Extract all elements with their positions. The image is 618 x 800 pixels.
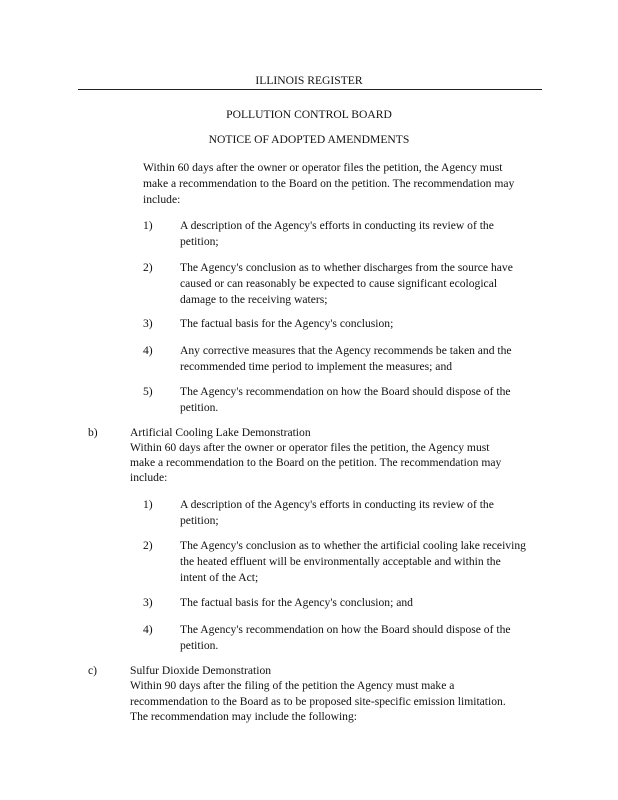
section-c-line-1: Within 90 days after the filing of the petition the Agency must make a [130, 679, 455, 692]
list-item-text: petition. [180, 639, 219, 652]
list-item-text: petition; [180, 514, 219, 527]
list-item-number: 2) [143, 539, 153, 552]
list-item-text: caused or can reasonably be expected to cause significant ecological [180, 277, 498, 290]
list-item-text: Any corrective measures that the Agency recommends be taken and the [180, 344, 512, 357]
section-c-heading: Sulfur Dioxide Demonstration [130, 664, 272, 677]
list-item-text: intent of the Act; [180, 571, 259, 584]
list-item-number: 1) [143, 219, 153, 232]
section-b-line-2: make a recommendation to the Board on the petition. The recommendation may [130, 456, 502, 469]
section-b-letter: b) [88, 426, 98, 439]
header-rule [78, 89, 542, 90]
register-title: ILLINOIS REGISTER [255, 74, 363, 87]
list-item-number: 4) [143, 623, 153, 636]
list-item-number: 2) [143, 261, 153, 274]
section-b-line-1: Within 60 days after the owner or operator files the petition, the Agency must [130, 441, 490, 454]
notice-title: NOTICE OF ADOPTED AMENDMENTS [208, 133, 410, 146]
list-item-text: The Agency's conclusion as to whether discharges from the source have [180, 261, 513, 274]
list-item-text: damage to the receiving waters; [180, 293, 328, 306]
section-c-line-2: recommendation to the Board as to be proposed site-specific emission limitation. [130, 695, 506, 708]
list-item-text: The factual basis for the Agency's conclusion; [180, 317, 394, 330]
intro-line-1: Within 60 days after the owner or operator files the petition, the Agency must [143, 161, 503, 174]
board-title: POLLUTION CONTROL BOARD [226, 108, 392, 121]
list-item-text: The factual basis for the Agency's conclusion; and [180, 596, 413, 609]
list-item-text: The Agency's recommendation on how the Board should dispose of the [180, 623, 511, 636]
list-item-text: The Agency's conclusion as to whether the artificial cooling lake receiving [180, 539, 526, 552]
intro-line-3: include: [143, 193, 181, 206]
list-item-number: 5) [143, 385, 153, 398]
list-item-text: recommended time period to implement the measures; and [180, 360, 453, 373]
intro-line-2: make a recommendation to the Board on the petition. The recommendation may [143, 177, 515, 190]
list-item-number: 4) [143, 344, 153, 357]
list-item-text: The Agency's recommendation on how the Board should dispose of the [180, 385, 511, 398]
list-item-number: 3) [143, 317, 153, 330]
list-item-text: the heated effluent will be environmentally acceptable and within the [180, 555, 501, 568]
list-item-number: 3) [143, 596, 153, 609]
list-item-text: A description of the Agency's efforts in conducting its review of the [180, 498, 494, 511]
section-b-heading: Artificial Cooling Lake Demonstration [130, 426, 311, 439]
list-item-text: petition. [180, 401, 219, 414]
list-item-text: A description of the Agency's efforts in conducting its review of the [180, 219, 494, 232]
list-item-number: 1) [143, 498, 153, 511]
list-item-text: petition; [180, 235, 219, 248]
section-b-line-3: include: [130, 471, 168, 484]
section-c-line-3: The recommendation may include the following: [130, 710, 357, 723]
section-c-letter: c) [88, 664, 98, 677]
